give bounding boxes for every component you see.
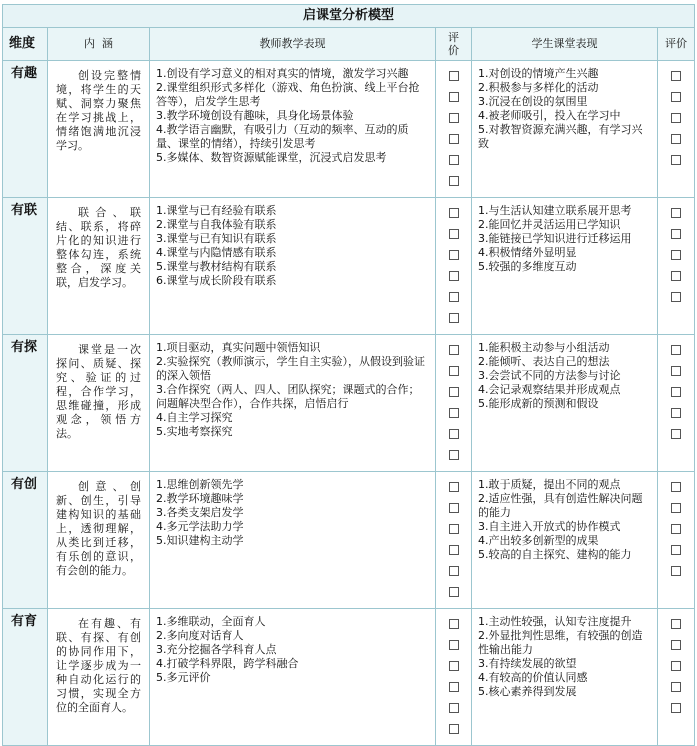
- header-teacher: 教师教学表现: [150, 28, 436, 61]
- teacher-eval-cell: [436, 61, 472, 198]
- teacher-performance-cell: [150, 335, 436, 472]
- eval-checkbox[interactable]: [671, 703, 681, 713]
- eval-checkbox[interactable]: [449, 524, 459, 534]
- eval-checkbox[interactable]: [449, 387, 459, 397]
- eval-checkbox[interactable]: [671, 155, 681, 165]
- eval-checkbox[interactable]: [449, 229, 459, 239]
- eval-checkbox[interactable]: [449, 271, 459, 281]
- eval-checkbox[interactable]: [449, 134, 459, 144]
- eval-checkbox[interactable]: [671, 387, 681, 397]
- teacher-item: 1.多维联动，全面育人: [156, 615, 266, 628]
- teacher-item: 4.多元学法助力学: [156, 520, 244, 533]
- teacher-item: 5.多媒体、数智资源赋能课堂，沉浸式启发思考: [156, 151, 387, 164]
- teacher-item: 2.教学环境趣味学: [156, 492, 244, 505]
- student-performance-cell: [472, 609, 658, 746]
- teacher-item: 5.实地考察探究: [156, 425, 233, 438]
- dimension-cell: 有探: [3, 335, 48, 472]
- student-performance-cell: [472, 198, 658, 335]
- eval-checkbox[interactable]: [671, 366, 681, 376]
- teacher-item: 1.课堂与已有经验有联系: [156, 204, 277, 217]
- student-performance-cell: [472, 61, 658, 198]
- eval-checkbox[interactable]: [449, 345, 459, 355]
- eval-checkbox[interactable]: [449, 587, 459, 597]
- eval-checkbox[interactable]: [671, 619, 681, 629]
- eval-checkbox[interactable]: [449, 208, 459, 218]
- student-eval-cell: [658, 61, 695, 198]
- student-item: 2.能倾听、表达自己的想法: [478, 355, 610, 368]
- header-connotation: 内 涵: [48, 28, 150, 61]
- header-teacher-eval: 评价: [436, 28, 472, 61]
- teacher-eval-cell: [436, 198, 472, 335]
- teacher-item: 4.自主学习探究: [156, 411, 233, 424]
- eval-checkbox[interactable]: [671, 545, 681, 555]
- student-item: 3.会尝试不同的方法参与讨论: [478, 369, 621, 382]
- teacher-item: 2.课堂与自我体验有联系: [156, 218, 277, 231]
- eval-checkbox[interactable]: [671, 208, 681, 218]
- connotation-cell: [48, 61, 150, 198]
- dimension-cell: 有联: [3, 198, 48, 335]
- student-eval-cell: [658, 472, 695, 609]
- eval-checkbox[interactable]: [449, 482, 459, 492]
- eval-checkbox[interactable]: [449, 71, 459, 81]
- table-row: [3, 335, 695, 472]
- connotation-text: 在有趣、有联、有探、有创的协同作用下，让学逐步成为一种自动化运行的习惯，实现全方位的全面育人。: [56, 617, 141, 714]
- eval-checkbox[interactable]: [671, 92, 681, 102]
- eval-checkbox[interactable]: [449, 640, 459, 650]
- connotation-text: 创设完整情境，将学生的天赋、洞察力聚焦在学习挑战上，情绪饱满地沉浸学习。: [56, 69, 141, 152]
- eval-checkbox[interactable]: [671, 408, 681, 418]
- eval-checkbox[interactable]: [671, 113, 681, 123]
- connotation-cell: [48, 472, 150, 609]
- teacher-item: 6.课堂与成长阶段有联系: [156, 274, 277, 287]
- eval-checkbox[interactable]: [449, 503, 459, 513]
- eval-checkbox[interactable]: [671, 524, 681, 534]
- teacher-performance-cell: [150, 198, 436, 335]
- eval-checkbox[interactable]: [671, 429, 681, 439]
- student-item: 4.被老师吸引，投入在学习中: [478, 109, 621, 122]
- eval-checkbox[interactable]: [449, 176, 459, 186]
- table-row: [3, 609, 695, 746]
- student-item: 4.有较高的价值认同感: [478, 671, 588, 684]
- teacher-performance-cell: [150, 609, 436, 746]
- eval-checkbox[interactable]: [671, 482, 681, 492]
- student-item: 5.能形成新的预测和假设: [478, 397, 599, 410]
- eval-checkbox[interactable]: [449, 155, 459, 165]
- header-student: 学生课堂表现: [472, 28, 658, 61]
- student-item: 3.沉浸在创设的氛围里: [478, 95, 588, 108]
- student-eval-cell: [658, 335, 695, 472]
- eval-checkbox[interactable]: [449, 366, 459, 376]
- teacher-item: 1.思维创新领先学: [156, 478, 244, 491]
- eval-checkbox[interactable]: [449, 682, 459, 692]
- student-item: 3.能链接已学知识进行迁移运用: [478, 232, 632, 245]
- eval-checkbox[interactable]: [449, 313, 459, 323]
- connotation-cell: [48, 609, 150, 746]
- eval-checkbox[interactable]: [671, 566, 681, 576]
- teacher-eval-cell: [436, 472, 472, 609]
- student-item: 4.产出较多创新型的成果: [478, 534, 599, 547]
- teacher-eval-cell: [436, 335, 472, 472]
- teacher-item: 3.课堂与已有知识有联系: [156, 232, 277, 245]
- student-item: 1.主动性较强，认知专注度提升: [478, 615, 632, 628]
- student-item: 3.自主进入开放式的协作模式: [478, 520, 621, 533]
- connotation-cell: [48, 198, 150, 335]
- student-item: 3.有持续发展的欲望: [478, 657, 577, 670]
- teacher-item: 1.创设有学习意义的相对真实的情境，激发学习兴趣: [156, 67, 409, 80]
- teacher-item: 3.充分挖掘各学科育人点: [156, 643, 277, 656]
- table-row: [3, 198, 695, 335]
- eval-checkbox[interactable]: [671, 250, 681, 260]
- teacher-performance-cell: [150, 472, 436, 609]
- eval-checkbox[interactable]: [449, 724, 459, 734]
- student-item: 1.敢于质疑，提出不同的观点: [478, 478, 621, 491]
- connotation-cell: [48, 335, 150, 472]
- eval-checkbox[interactable]: [449, 545, 459, 555]
- eval-checkbox[interactable]: [449, 408, 459, 418]
- teacher-item: 3.各类支架启发学: [156, 506, 244, 519]
- teacher-item: 2.多向度对话育人: [156, 629, 244, 642]
- student-item: 5.较强的多维度互动: [478, 260, 577, 273]
- header-student-eval: 评价: [658, 28, 695, 61]
- student-item: 2.积极参与多样化的活动: [478, 81, 599, 94]
- table-row: [3, 61, 695, 198]
- eval-checkbox[interactable]: [449, 292, 459, 302]
- student-eval-cell: [658, 609, 695, 746]
- student-item: 2.外显批判性思维，有较强的创造性输出能力: [478, 629, 643, 656]
- teacher-item: 5.课堂与教材结构有联系: [156, 260, 277, 273]
- eval-checkbox[interactable]: [671, 229, 681, 239]
- dimension-cell: 有创: [3, 472, 48, 609]
- dimension-cell: 有趣: [3, 61, 48, 198]
- student-performance-cell: [472, 335, 658, 472]
- student-item: 2.适应性强，具有创造性解决问题的能力: [478, 492, 643, 519]
- eval-checkbox[interactable]: [449, 566, 459, 576]
- teacher-performance-cell: [150, 61, 436, 198]
- teacher-item: 4.教学语言幽默，有吸引力（互动的频率、互动的质量、课堂的情绪），持续引发思考: [156, 123, 409, 150]
- teacher-item: 4.课堂与内隐情感有联系: [156, 246, 277, 259]
- dimension-cell: 有育: [3, 609, 48, 746]
- eval-checkbox[interactable]: [449, 661, 459, 671]
- table-row: [3, 472, 695, 609]
- eval-checkbox[interactable]: [449, 429, 459, 439]
- teacher-eval-cell: [436, 609, 472, 746]
- connotation-text: 联合、联结、联系，将碎片化的知识进行整体勾连，系统整合，深度关联，启发学习。: [56, 206, 141, 289]
- eval-checkbox[interactable]: [449, 450, 459, 460]
- teacher-item: 3.合作探究（两人、四人、团队探究；课题式的合作；问题解决型合作），合作共探，启悟启行: [156, 383, 420, 410]
- header-dimension: 维度: [3, 28, 48, 61]
- teacher-item: 2.实验探究（教师演示，学生自主实验），从假设到验证的深入领悟: [156, 355, 425, 382]
- teacher-item: 1.项目驱动，真实问题中领悟知识: [156, 341, 321, 354]
- eval-checkbox[interactable]: [671, 71, 681, 81]
- eval-checkbox[interactable]: [671, 682, 681, 692]
- teacher-item: 5.多元评价: [156, 671, 211, 684]
- student-item: 5.核心素养得到发展: [478, 685, 577, 698]
- eval-checkbox[interactable]: [671, 345, 681, 355]
- eval-checkbox[interactable]: [449, 113, 459, 123]
- analysis-model-table: [2, 4, 695, 746]
- eval-checkbox[interactable]: [449, 250, 459, 260]
- student-item: 5.对教智资源充满兴趣，有学习兴致: [478, 123, 643, 150]
- teacher-item: 3.教学环境创设有趣味，具身化场景体验: [156, 109, 354, 122]
- eval-checkbox[interactable]: [671, 292, 681, 302]
- student-item: 2.能回忆并灵活运用已学知识: [478, 218, 621, 231]
- eval-checkbox[interactable]: [671, 503, 681, 513]
- student-item: 1.对创设的情境产生兴趣: [478, 67, 599, 80]
- connotation-text: 创意、创新、创生，引导建构知识的基础上，透彻理解，从类比到迁移，有乐创的意识，有会创的能力。: [56, 480, 141, 577]
- table-title: 启课堂分析模型: [3, 5, 695, 28]
- student-item: 5.较高的自主探究、建构的能力: [478, 548, 632, 561]
- student-item: 1.与生活认知建立联系展开思考: [478, 204, 632, 217]
- teacher-item: 2.课堂组织形式多样化（游戏、角色扮演、线上平台抢答等），启发学生思考: [156, 81, 420, 108]
- student-item: 4.积极情绪外显明显: [478, 246, 577, 259]
- connotation-text: 课堂是一次探问、质疑、探究、验证的过程，合作学习，思维碰撞，形成观念，领悟方法。: [56, 343, 141, 440]
- eval-checkbox[interactable]: [449, 92, 459, 102]
- eval-checkbox[interactable]: [671, 271, 681, 281]
- eval-checkbox[interactable]: [449, 619, 459, 629]
- teacher-item: 5.知识建构主动学: [156, 534, 244, 547]
- student-item: 1.能积极主动参与小组活动: [478, 341, 610, 354]
- teacher-item: 4.打破学科界限，跨学科融合: [156, 657, 299, 670]
- eval-checkbox[interactable]: [671, 661, 681, 671]
- eval-checkbox[interactable]: [671, 134, 681, 144]
- student-eval-cell: [658, 198, 695, 335]
- student-performance-cell: [472, 472, 658, 609]
- eval-checkbox[interactable]: [449, 703, 459, 713]
- student-item: 4.会记录观察结果并形成观点: [478, 383, 621, 396]
- eval-checkbox[interactable]: [671, 640, 681, 650]
